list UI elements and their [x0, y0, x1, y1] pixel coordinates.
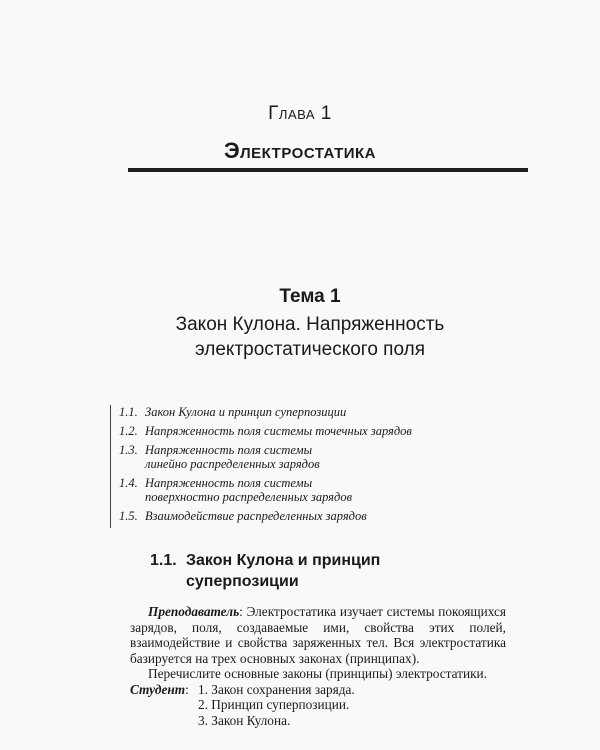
chapter-title-text: Электростатика [223, 138, 377, 163]
topic-label: Тема 1 [279, 286, 341, 307]
topic-title-line-1: Закон Кулона. Напряженность [175, 314, 445, 335]
toc-item-number: 1.2. [119, 424, 138, 438]
section-heading [150, 550, 470, 592]
teacher-paragraph [130, 604, 506, 666]
toc-item [119, 424, 479, 438]
toc-item [119, 476, 479, 504]
section-number: 1.1. [150, 552, 177, 569]
toc-item-number: 1.5. [119, 509, 138, 523]
question-paragraph: Перечислите основные законы (принципы) электростатики. [148, 666, 487, 681]
topic-title-line-2: электростатического поля [195, 339, 425, 360]
chapter-divider [128, 168, 528, 172]
answer-list [198, 682, 355, 729]
toc-item-title-continued: поверхностно распределенных зарядов [145, 490, 352, 504]
toc-item-number: 1.4. [119, 476, 138, 490]
toc-item-title-continued: линейно распределенных зарядов [145, 457, 320, 471]
toc-item [119, 509, 479, 523]
student-speaker [130, 682, 198, 729]
section-title-line-1: Закон Кулона и принцип [186, 552, 381, 569]
teacher-text: : Электростатика изучает системы покоящихся зарядов, поля, создаваемые ими, свойства этих полей, взаимодействие и свойства заряженных тел. Вся электростатика базируется на трех основных законах (принципах). [130, 604, 506, 666]
toc-item-number: 1.3. [119, 443, 138, 457]
toc-item-title: Напряженность поля системы точечных зарядов [145, 424, 412, 438]
toc-item-title: Напряженность поля системы [145, 476, 313, 490]
chapter-label [0, 103, 600, 125]
toc-item [119, 405, 479, 419]
student-label: Студент [130, 681, 186, 697]
topic-title [0, 312, 600, 362]
answer-item: 2. Принцип суперпозиции. [198, 697, 350, 712]
toc-item-number: 1.1. [119, 405, 138, 419]
student-colon: : [185, 681, 189, 697]
student-answer [130, 682, 506, 729]
answer-item: 3. Закон Кулона. [198, 712, 291, 728]
chapter-title [0, 138, 600, 164]
answer-item: 1. Закон сохранения заряда. [198, 681, 355, 697]
toc-item-title: Взаимодействие распределенных зарядов [145, 509, 367, 523]
table-of-contents [110, 405, 479, 528]
toc-item [119, 443, 479, 471]
chapter-label-text: Глава 1 [268, 103, 332, 124]
teacher-label: Преподаватель [148, 604, 240, 619]
section-title-line-2: суперпозиции [186, 573, 299, 590]
dialogue-body [130, 604, 506, 728]
toc-item-title: Закон Кулона и принцип суперпозиции [145, 405, 347, 419]
toc-item-title: Напряженность поля системы [145, 443, 313, 457]
